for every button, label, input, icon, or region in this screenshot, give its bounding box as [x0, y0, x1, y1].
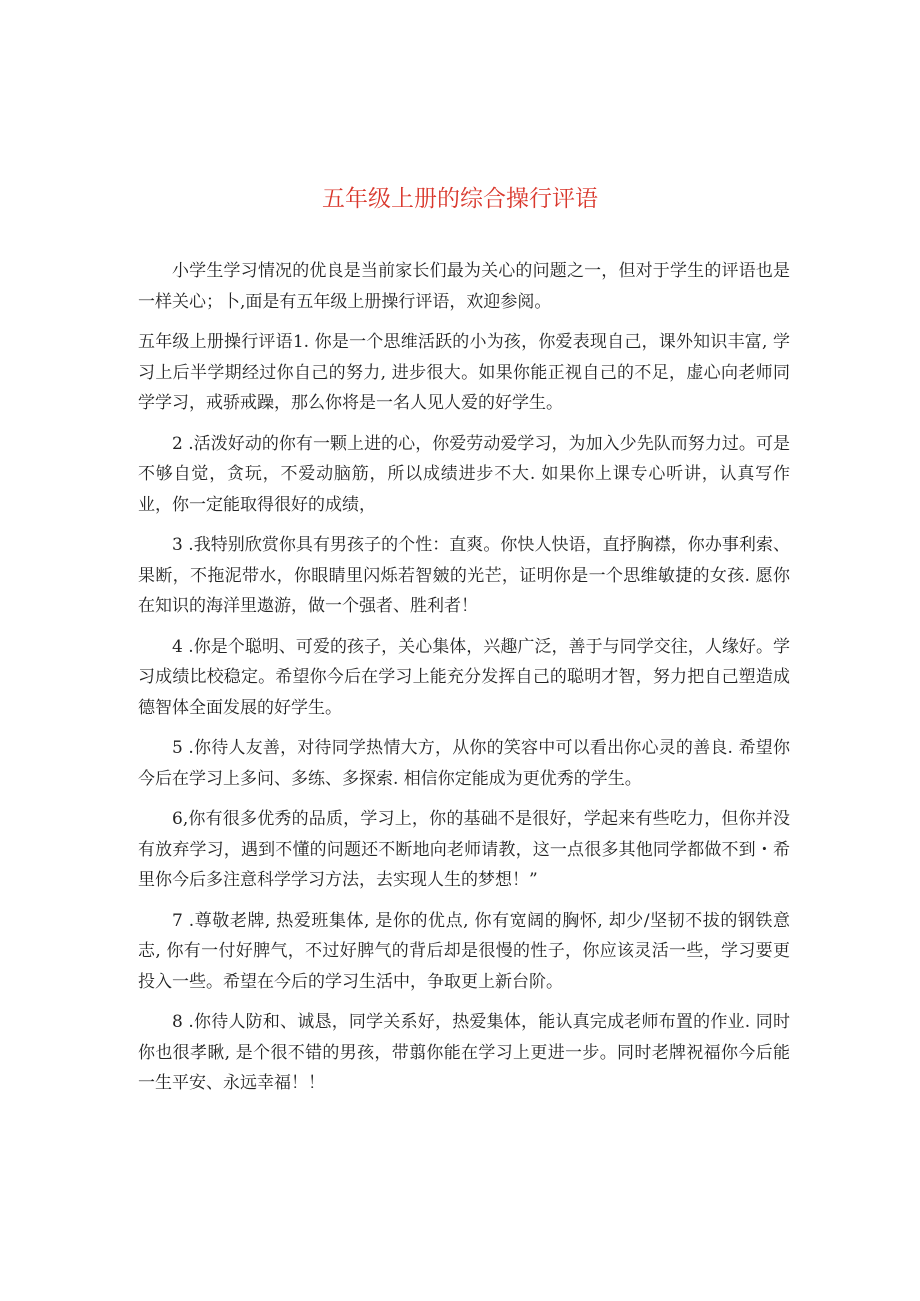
comment-paragraph-2: 2 .活泼好动的你有一颗上进的心，你爱劳动爱学习，为加入少先队而努力过。可是不够自觉，贪玩，不爱动脑筋，所以成绩进步不大. 如果你上课专心听讲，认真写作业，你一定能取得很好的成绩，	[138, 433, 790, 515]
comment-paragraph-5: 5 .你待人友善，对待同学热情大方，从你的笑容中可以看出你心灵的善良. 希望你今后在学习上多问、多练、多探索. 相信你定能成为更优秀的学生。	[138, 738, 790, 789]
comment-paragraph-6: 6,你有很多优秀的品质，学习上，你的基础不是很好，学起来有些吃力，但你并没有放弃学习，遇到不懂的问题还不断地向老师请教，这一点很多其他同学都做不到・希里你今后多注意科学学习方法，去实现人生的梦想！”	[138, 809, 790, 890]
document-title: 五年级上册的综合操行评语	[322, 186, 598, 212]
intro-paragraph: 小学生学习情况的优良是当前家长们最为关心的问题之一，但对于学生的评语也是一样关心；卜,面是有五年级上册操行评语，欢迎参阅。	[138, 261, 790, 312]
comment-paragraph-7: 7 .尊敬老牌, 热爱班集体, 是你的优点, 你有宽阔的胸怀, 却少/坚韧不拔的钢铁意志, 你有一付好脾气，不过好脾气的背后却是很慢的性子，你应该灵活一些，学习要更投入一些。希望在今后的学习生活中，争取更上新台阶。	[138, 910, 790, 992]
comment-paragraph-4: 4 .你是个聪明、可爱的孩子，关心集体，兴趣广泛，善于与同学交往，人缘好。学习成绩比校稳定。希望你今后在学习上能充分发挥自己的聪明才智，努力把自己塑造成德智体全面发展的好学生。	[138, 636, 790, 718]
document-body	[138, 256, 790, 1109]
comment-paragraph-3: 3 .我特别欣赏你具有男孩子的个性：直爽。你快人快语，直抒胸襟，你办事利索、果断，不拖泥带水，你眼睛里闪烁若智皴的光芒，证明你是一个思维敏捷的女孩. 愿你在知识的海洋里遨游，做一个强者、胜利者！	[138, 535, 790, 616]
comment-paragraph-1: 五年级上册操行评语1. 你是一个思维活跃的小为孩，你爱表现自己，课外知识丰富, 学习上后半学期经过你自己的努力, 进步很大。如果你能正视自己的不足，虚心向老师同学学习，戒骄戒躁，那么你将是一名人见人爱的好学生。	[138, 332, 790, 413]
comment-paragraph-8: 8 .你待人防和、诚恳，同学关系好，热爱集体，能认真完成老师布置的作业. 同时你也很孝瞅, 是个很不错的男孩，带翦你能在学习上更进一步。同时老牌祝福你今后能一生平安、永远幸福！！	[138, 1012, 790, 1093]
